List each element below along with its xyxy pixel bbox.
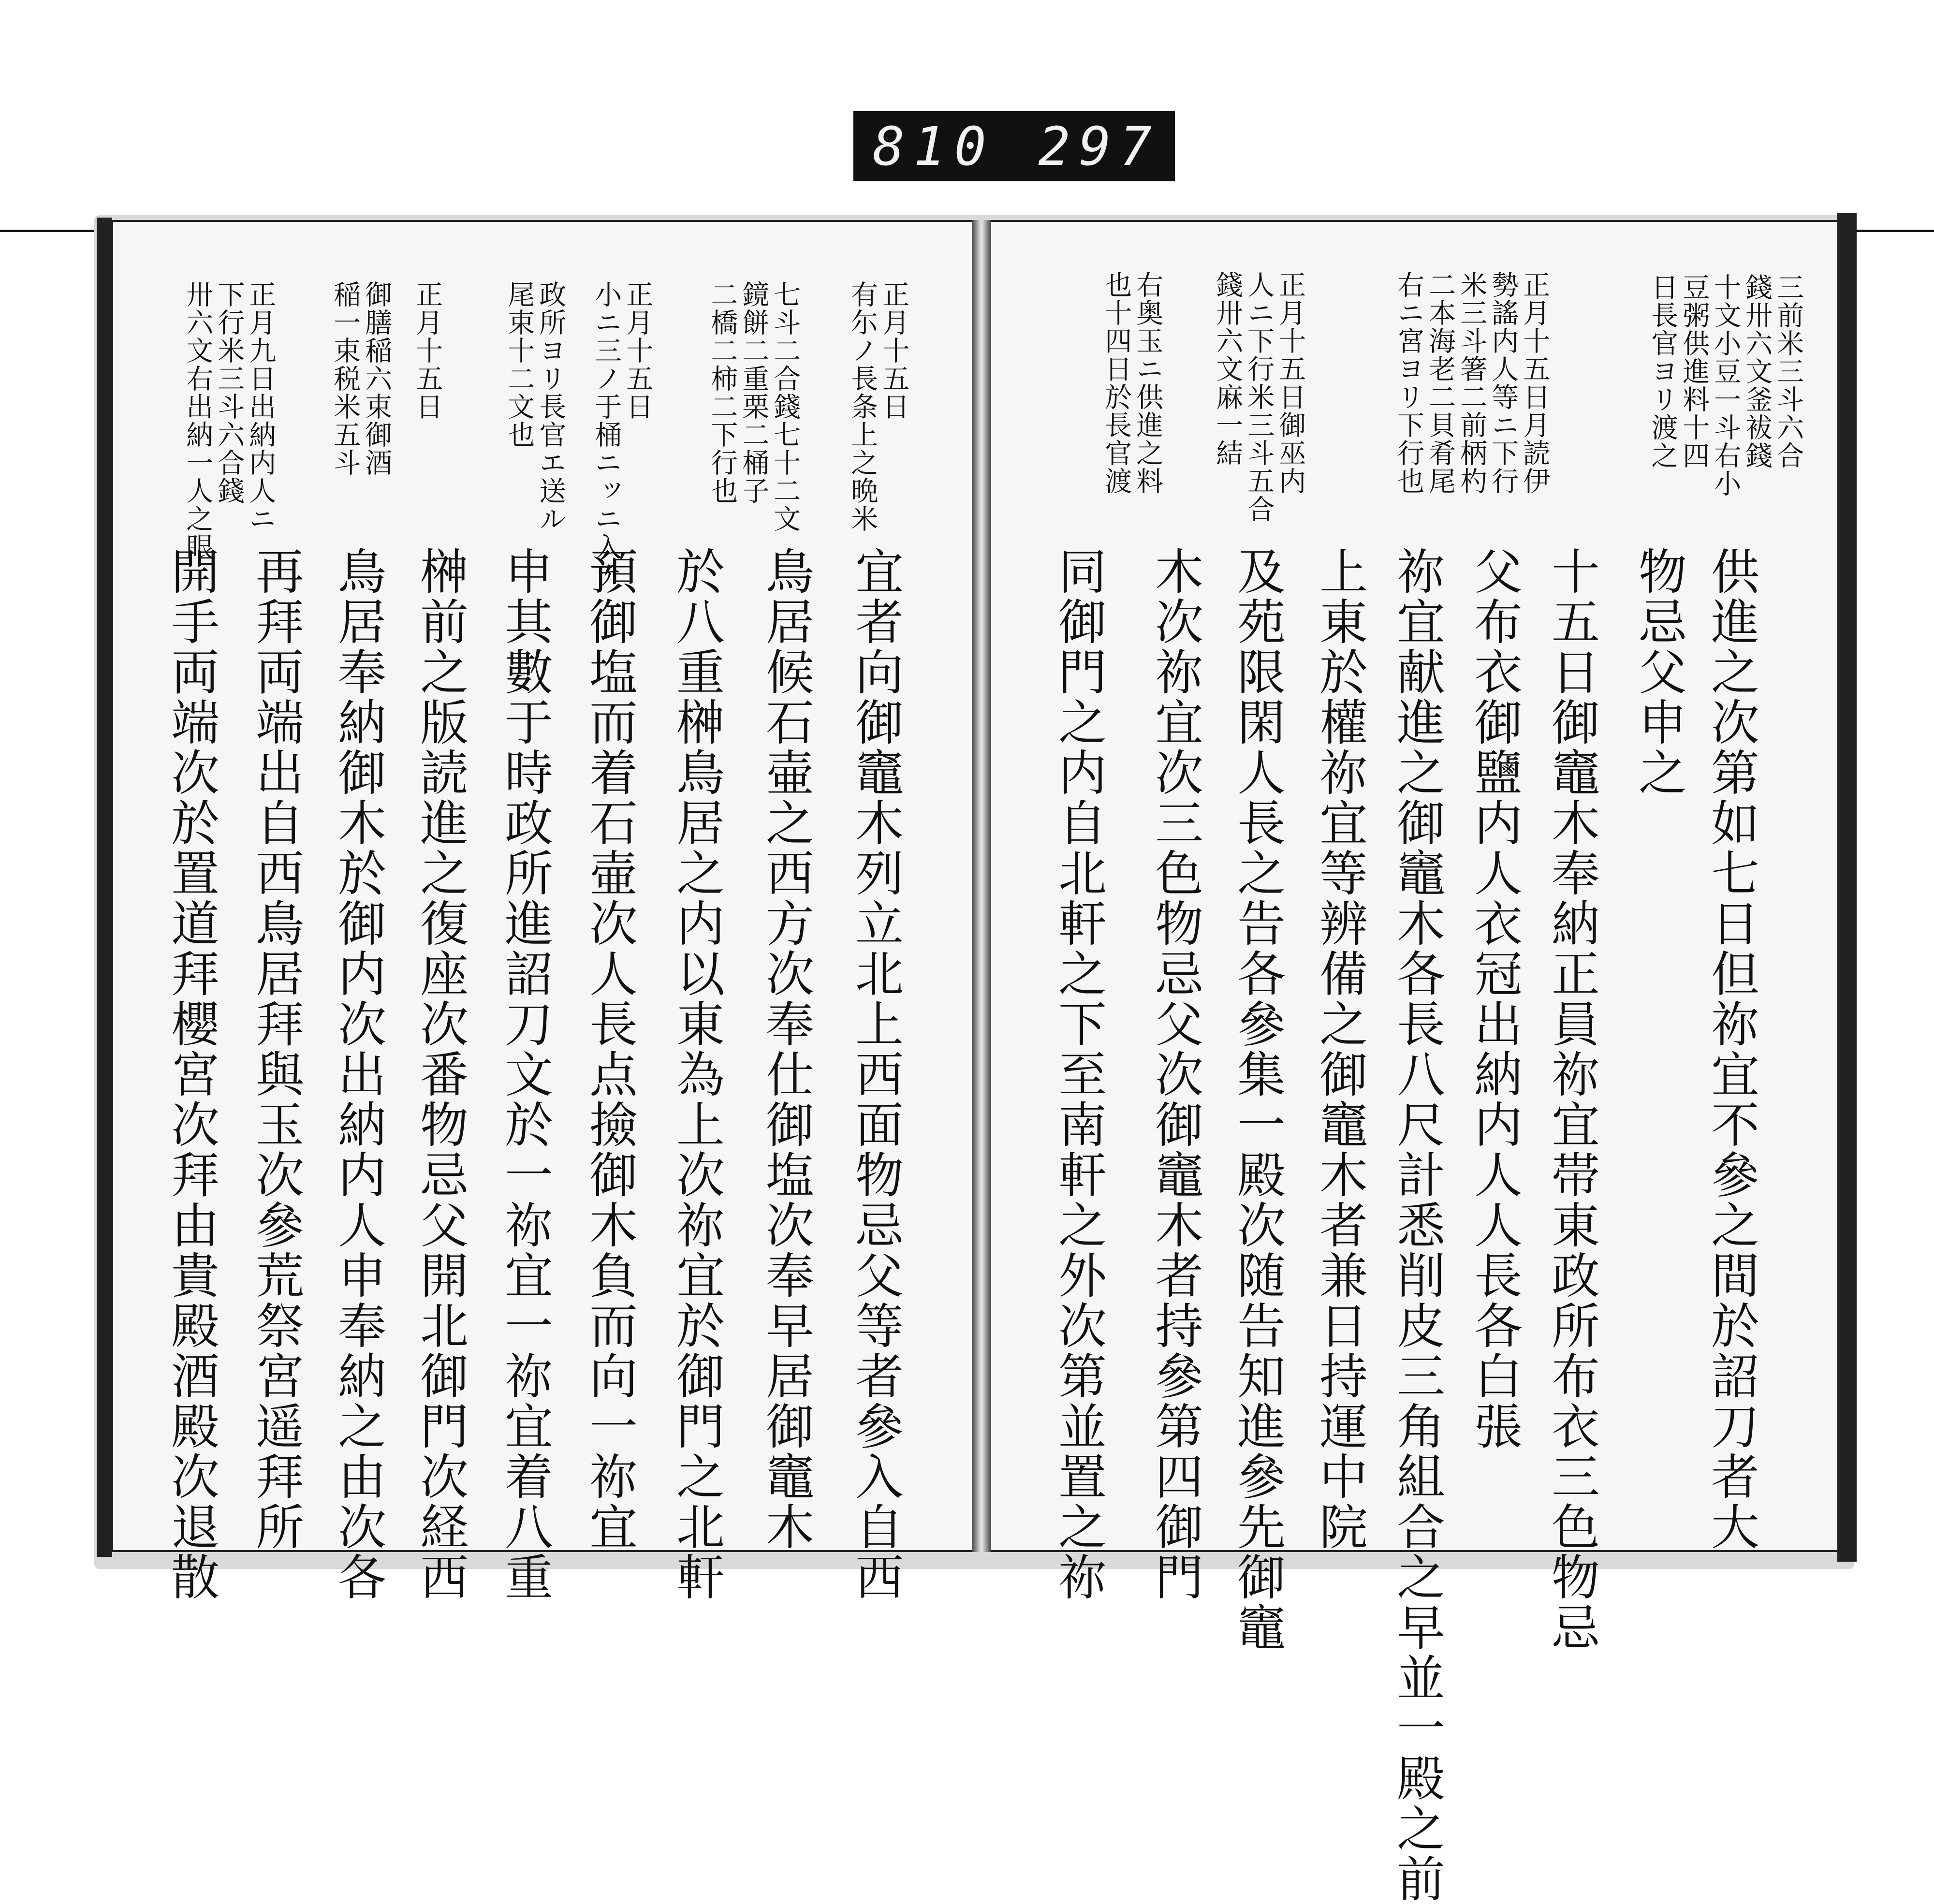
right-note-column: 人ニ下行米三斗五合 (1243, 271, 1275, 523)
right-note-column: 三前米三斗六合 (1773, 273, 1804, 469)
right-main-column: 供進之次第如七日但祢宜不參之間於詔刀者大 (1703, 546, 1759, 1552)
cover-edge-right (1837, 213, 1857, 1562)
book-gutter (972, 220, 991, 1552)
left-note-column: 政所ヨリ長官エ送ル (535, 280, 567, 533)
right-main-column: 十五日御竈木奉納正員祢宜帯東政所布衣三色物忌 (1543, 546, 1600, 1653)
right-note-column: 豆粥供進料十四 (1678, 273, 1710, 469)
left-main-column: 鳥居候石壷之西方次奉仕御塩次奉早居御竈木 (758, 546, 814, 1552)
right-note-column: 米三斗箸二前柄杓 (1456, 271, 1488, 495)
left-main-column: 榊前之版読進之復座次番物忌父開北御門次経西 (412, 546, 469, 1602)
right-main-column: 物忌父申之 (1630, 546, 1687, 798)
left-main-column: 宜者向御竈木列立北上西面物忌父等者參入自西 (847, 546, 904, 1602)
left-note-column: 正月十五日 (878, 280, 910, 421)
right-note-column: 日長官ヨリ渡之 (1647, 273, 1679, 469)
left-note-column: 七斗二合錢七十二文 (769, 280, 801, 533)
left-main-column: 開手両端次於置道拜櫻宮次拜由貴殿酒殿次退散 (163, 546, 220, 1602)
right-note-column: 右奥玉ニ供進之料 (1132, 271, 1164, 495)
left-main-column: 鳥居奉納御木於御内次出納内人申奉納之由次各 (330, 546, 386, 1602)
left-main-column: 於八重榊鳥居之内以東為上次祢宜於御門之北軒 (668, 546, 725, 1602)
left-note-column: 小ニ三ノ于桶ニッニ入テ (590, 280, 622, 589)
right-note-column: 錢卅六文麻一結 (1212, 271, 1244, 467)
right-note-column: 也十四日於長官渡 (1100, 271, 1132, 495)
cover-edge-left (97, 218, 112, 1557)
right-note-column: 右ニ宮ヨリ下行也 (1393, 271, 1425, 495)
left-note-column: 正月十五日 (411, 280, 443, 421)
right-main-column: 木次祢宜次三色物忌父次御竈木者持參第四御門 (1147, 546, 1203, 1602)
right-main-column: 上東於權祢宜等辨備之御竈木者兼日持運中院 (1311, 546, 1368, 1552)
left-main-column: 預御塩而着石壷次人長点撿御木負而向一祢宜 (581, 546, 638, 1552)
right-main-column: 父布衣御鹽内人衣冠出納内人人長各白張 (1466, 546, 1523, 1451)
left-note-column: 二橋二柿二下行也 (706, 280, 738, 505)
right-note-column: 十文小豆一斗右小 (1710, 273, 1742, 498)
archive-label (853, 111, 1175, 181)
left-note-column: 卅六文右出納一人之眼 (182, 280, 214, 561)
left-note-column: 正月九日出納内人ニ (245, 280, 277, 533)
left-note-column: 尾束十二文也 (503, 280, 535, 449)
left-note-column: 正月十五日 (622, 280, 654, 421)
right-main-column: 及苑限閑人長之告各參集一殿次随告知進參先御竈 (1229, 546, 1286, 1653)
left-note-column: 稲一束税米五斗 (329, 280, 361, 477)
right-note-column: 勢謠内人等ニ下行 (1487, 271, 1519, 495)
right-note-column: 二本海老二貝肴尾 (1424, 271, 1456, 495)
left-note-column: 下行米三斗六合錢 (213, 280, 245, 505)
left-note-column: 有尓ノ長条上之晩米 (847, 280, 879, 533)
right-main-column: 同御門之内自北軒之下至南軒之外次第並置之祢 (1050, 546, 1107, 1602)
right-note-column: 錢卅六文釜袚錢 (1741, 273, 1773, 469)
left-note-column: 御膳稲六束御酒 (361, 280, 393, 477)
label-right-number: 297 (1038, 115, 1160, 177)
right-note-column: 正月十五日月読伊 (1519, 271, 1551, 495)
right-main-column: 祢宜献進之御竈木各長八尺計悉削皮三角組合之早並一殿之前 (1389, 546, 1445, 1904)
left-main-column: 再拜両端出自西鳥居拜與玉次參荒祭宮遥拜所 (248, 546, 304, 1552)
right-note-column: 正月十五日御巫内 (1275, 271, 1306, 495)
label-left-number: 810 (873, 115, 995, 177)
left-note-column: 鏡餅二重栗二桶子 (738, 280, 770, 505)
left-main-column: 申其數于時政所進詔刀文於一祢宜一祢宜着八重 (497, 546, 553, 1602)
